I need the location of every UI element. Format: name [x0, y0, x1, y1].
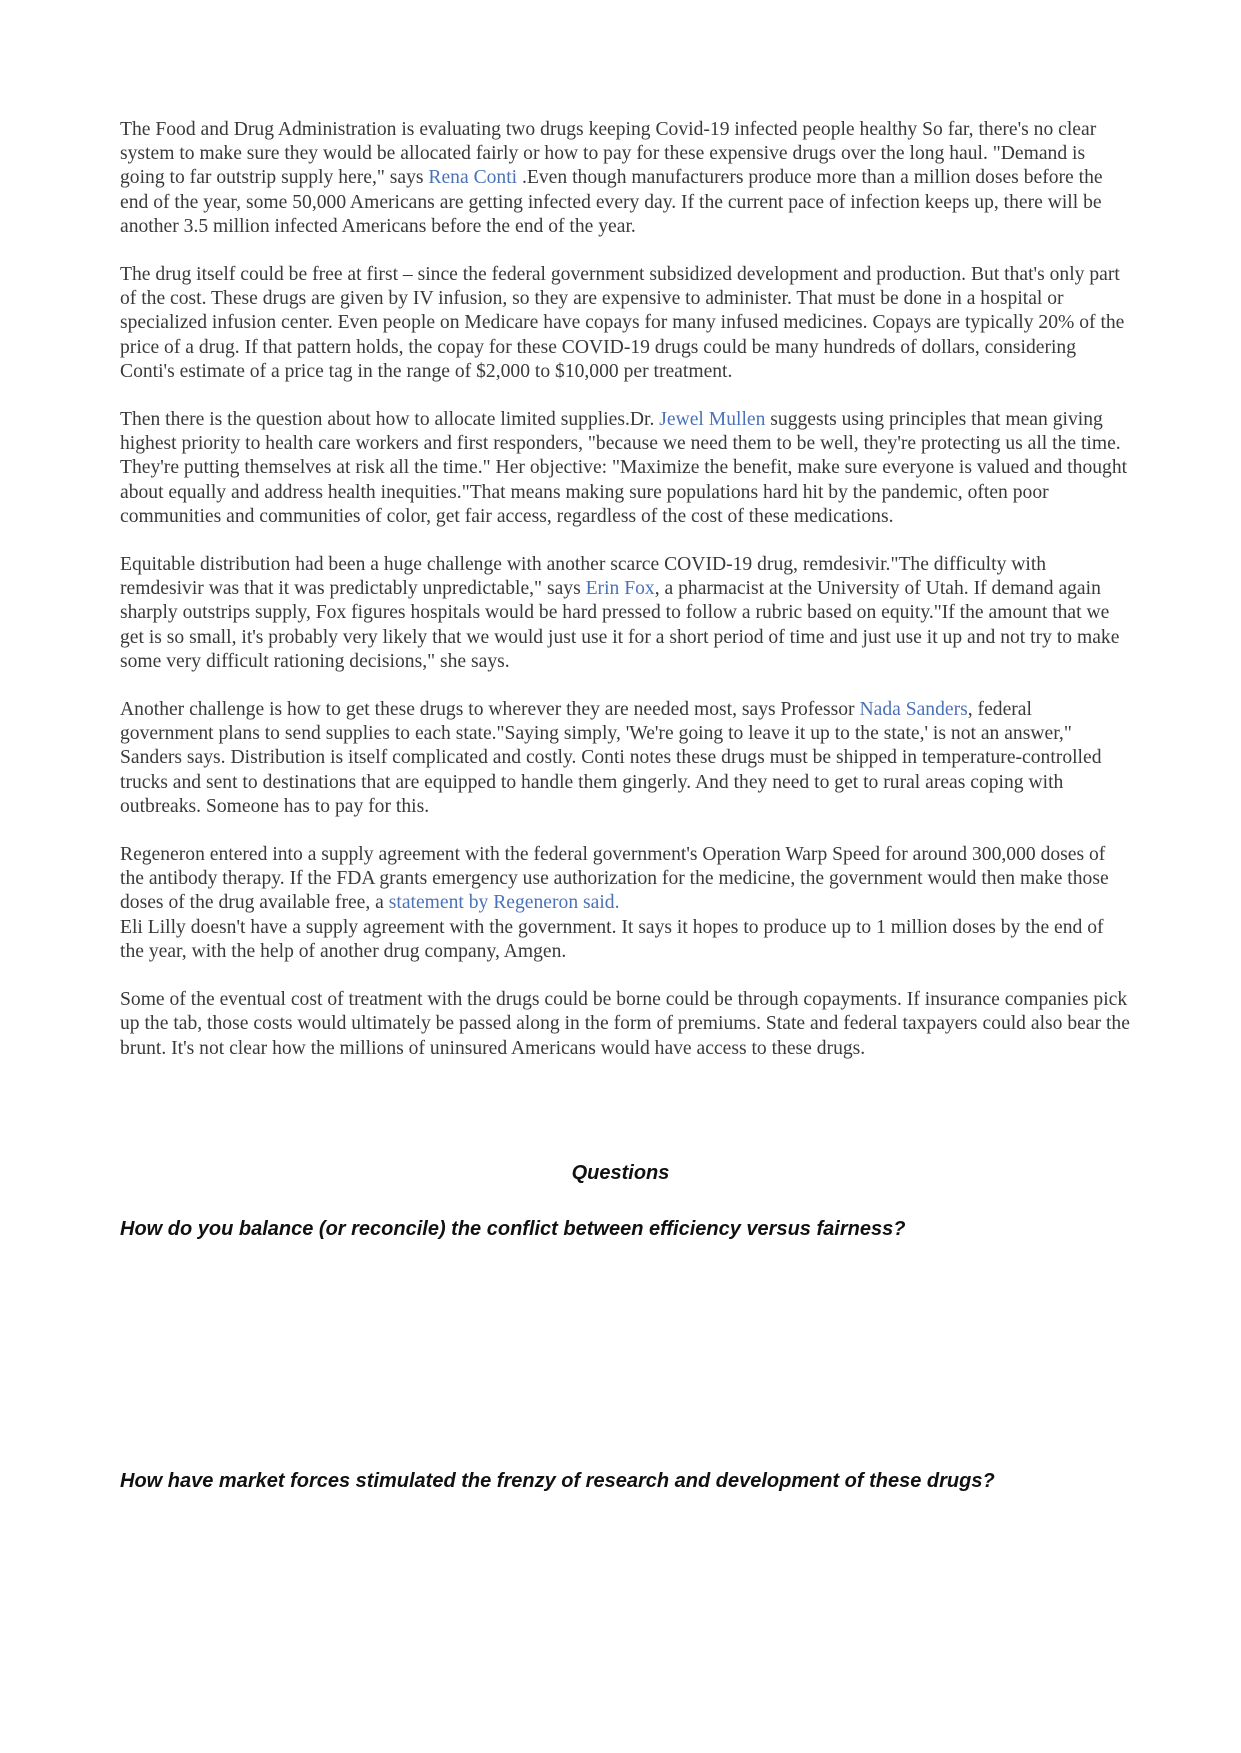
- article-body: [120, 118, 1130, 1085]
- link-erin-fox[interactable]: Erin Fox: [585, 578, 655, 600]
- paragraph-text: Equitable distribution had been a huge challenge with another scarce COVID-19 drug, remdesivir."The difficulty with remdesivir was that it was predictably unpredictable," says: [120, 554, 1047, 600]
- answer-space-question-1: [120, 1250, 1130, 1450]
- paragraph-text: , federal government plans to send supplies to each state."Saying simply, 'We're going to leave it up to the state,' is not an answer," Sanders says. Distribution is itself complicated and costly. Conti notes these drugs must be shipped in temperature-controlled trucks and sent to destinations that are equipped to handle them gingerly. And they need to get to rural areas coping with outbreaks. Someone has to pay for this.: [120, 699, 1102, 817]
- link-rena-conti[interactable]: Rena Conti: [428, 167, 518, 189]
- paragraph-allocation: [120, 408, 1130, 529]
- paragraph-equitable-distribution: [120, 553, 1130, 674]
- link-jewel-mullen[interactable]: Jewel Mullen: [659, 409, 766, 431]
- link-nada-sanders[interactable]: Nada Sanders: [859, 699, 968, 721]
- paragraph-fda-evaluation: [120, 118, 1130, 239]
- link-regeneron-statement[interactable]: statement by Regeneron said.: [388, 892, 620, 914]
- paragraph-text: Then there is the question about how to allocate limited supplies.Dr.: [120, 409, 660, 431]
- paragraph-text: .Even though manufacturers produce more than a million doses before the end of the year, some 50,000 Americans are getting infected every day. If the current pace of infection keeps up, there will be another 3.5 million infected Americans before the end of the year.: [120, 167, 1103, 237]
- question-efficiency-fairness: How do you balance (or reconcile) the conflict between efficiency versus fairness?: [120, 1218, 906, 1240]
- paragraph-payment: Some of the eventual cost of treatment with the drugs could be borne could be through copayments. If insurance companies pick up the tab, those costs would ultimately be passed along in the form of premiums. State and federal taxpayers could also bear the brunt. It's not clear how the millions of uninsured Americans would have access to these drugs.: [120, 989, 1130, 1059]
- paragraph-logistics: [120, 698, 1130, 819]
- paragraph-text: suggests using principles that mean giving highest priority to health care workers and first responders, "because we need them to be well, they're protecting us all the time. They're putting themselves at risk all the time." Her objective: "Maximize the benefit, make sure everyone is valued and thought about equally and address health inequities."That means making sure populations hard hit by the pandemic, often poor communities and communities of color, get fair access, regardless of the cost of these medications.: [120, 409, 1128, 527]
- paragraph-regeneron: [120, 843, 1130, 916]
- question-market-forces: How have market forces stimulated the frenzy of research and development of these drugs?: [120, 1470, 995, 1492]
- paragraph-text: Another challenge is how to get these drugs to wherever they are needed most, says Professor: [120, 699, 860, 721]
- paragraph-text: The Food and Drug Administration is evaluating two drugs keeping Covid-19 infected people healthy So far, there's no clear system to make sure they would be allocated fairly or how to pay for these expensive drugs over the long haul. "Demand is going to far outstrip supply here," says: [120, 119, 1097, 189]
- paragraph-eli-lilly: Eli Lilly doesn't have a supply agreement with the government. It says it hopes to produce up to 1 million doses by the end of the year, with the help of another drug company, Amgen.: [120, 916, 1104, 962]
- paragraph-drug-cost: The drug itself could be free at first – since the federal government subsidized development and production. But that's only part of the cost. These drugs are given by IV infusion, so they are expensive to administer. That must be done in a hospital or specialized infusion center. Even people on Medicare have copays for many infused medicines. Copays are typically 20% of the price of a drug. If that pattern holds, the copay for these COVID-19 drugs could be many hundreds of dollars, considering Conti's estimate of a price tag in the range of $2,000 to $10,000 per treatment.: [120, 264, 1125, 382]
- paragraph-text: Regeneron entered into a supply agreement with the federal government's Operation Warp Speed for around 300,000 doses of the antibody therapy. If the FDA grants emergency use authorization for the medicine, the government would then make those doses of the drug available free, a: [120, 844, 1109, 914]
- paragraph-text: , a pharmacist at the University of Utah. If demand again sharply outstrips supply, Fox figures hospitals would be hard pressed to follow a rubric based on equity."If the amount that we get is so small, it's probably very likely that we would just use it for a short period of time and just use it up and not try to make some very difficult rationing decisions," she says.: [120, 578, 1120, 672]
- answer-space-question-2: [120, 1502, 1130, 1702]
- questions-heading: Questions: [571, 1162, 670, 1184]
